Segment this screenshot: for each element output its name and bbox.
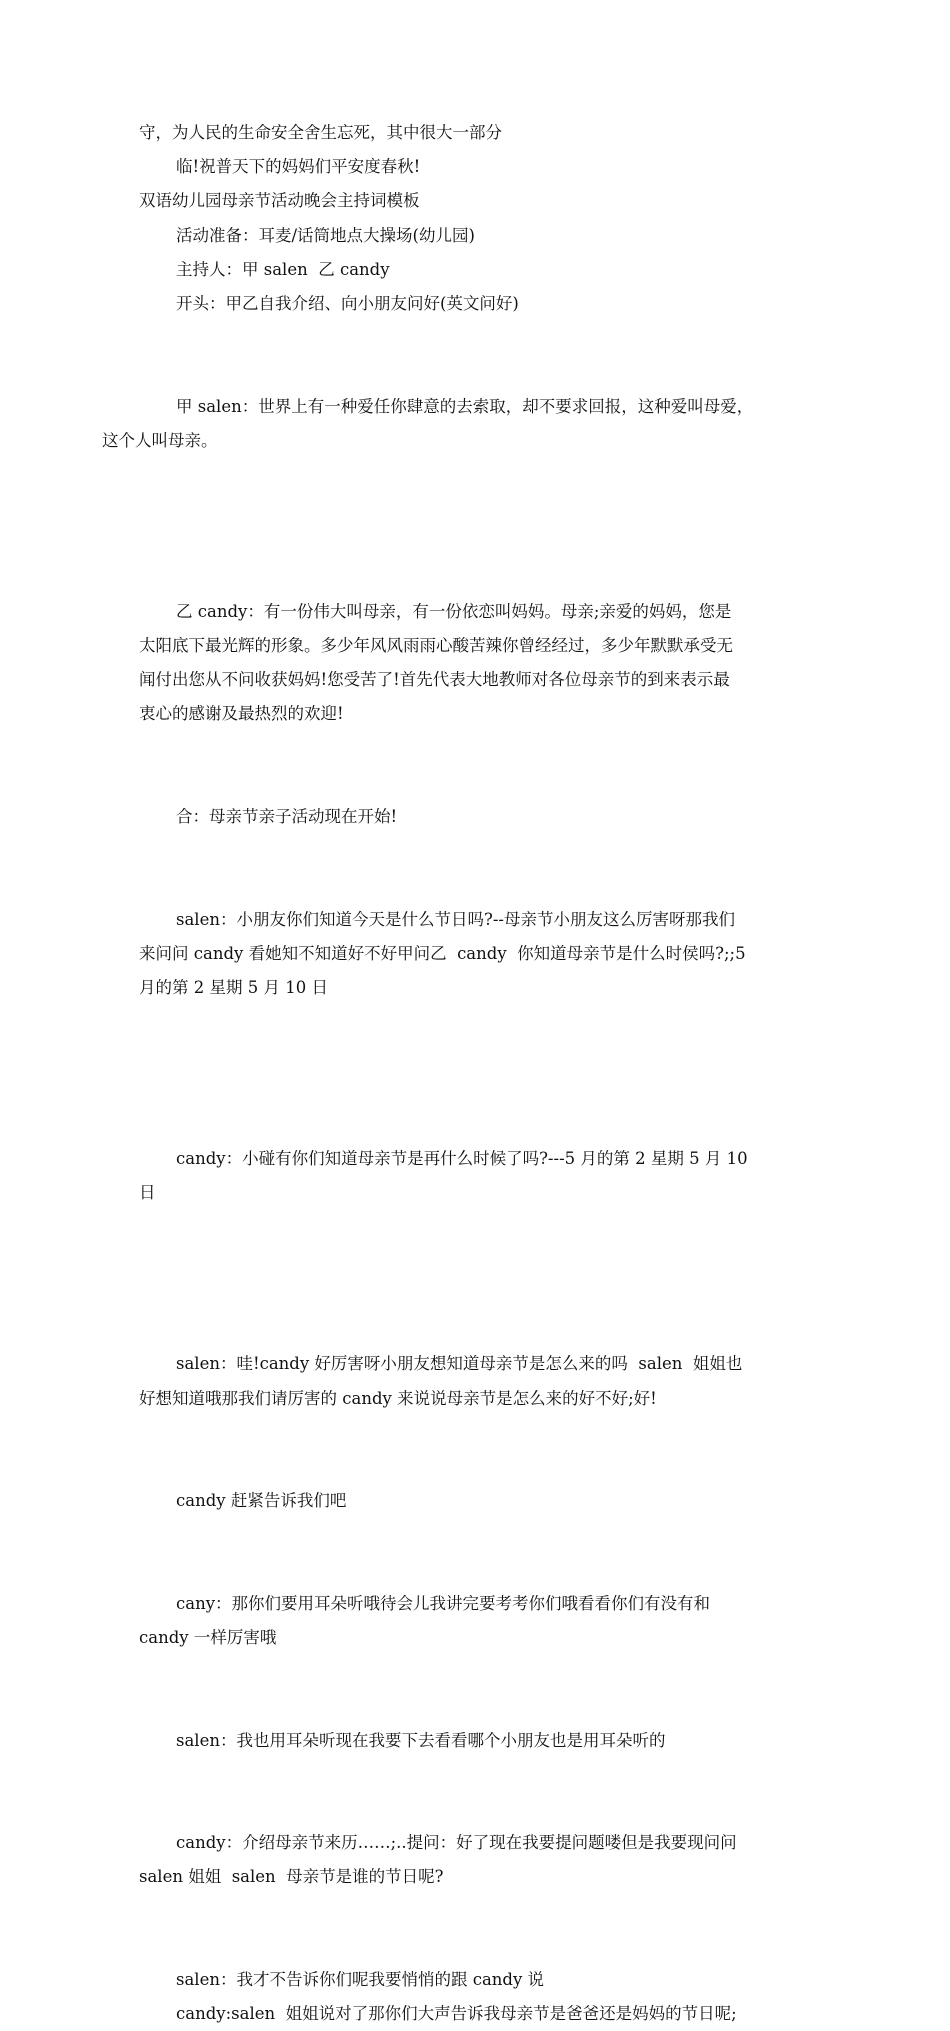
text-line: candy:salen 姐姐说对了那你们大声告诉我母亲节是爸爸还是妈妈的节日呢; xyxy=(176,2004,737,2024)
text-line: 甲 salen：世界上有一种爱任你肆意的去索取，却不要求回报，这种爱叫母爱， xyxy=(176,396,754,416)
text-line: 太阳底下最光辉的形象。多少年风风雨雨心酸苦辣你曾经经过，多少年默默承受无 xyxy=(139,636,733,656)
paragraph xyxy=(139,1724,819,1758)
text-line: 日 xyxy=(139,1183,156,1203)
text-line: 闻付出您从不问收获妈妈!您受苦了!首先代表大地教师对各位母亲节的到来表示最 xyxy=(139,670,730,690)
document-body xyxy=(102,116,819,2031)
text-line: salen：哇!candy 好厉害呀小朋友想知道母亲节是怎么来的吗 salen 姐姐也 xyxy=(176,1354,743,1374)
text-line: candy：小碰有你们知道母亲节是再什么时候了吗?---5 月的第 2 星期 5 月 10 xyxy=(176,1149,748,1169)
text-line: 来问问 candy 看她知不知道好不好甲问乙 candy 你知道母亲节是什么时侯吗?;;5 xyxy=(139,943,746,963)
text-line: candy 赶紧告诉我们吧 xyxy=(176,1491,347,1511)
text-line: salen：我才不告诉你们呢我要悄悄的跟 candy 说 xyxy=(176,1969,545,1989)
text-line: 守，为人民的生命安全舍生忘死，其中很大一部分 xyxy=(139,123,502,142)
paragraph xyxy=(102,321,819,526)
paragraph xyxy=(139,834,819,1073)
text-line: 合：母亲节亲子活动现在开始! xyxy=(176,807,398,827)
paragraph xyxy=(139,1484,819,1518)
paragraph xyxy=(139,150,819,184)
text-line: 双语幼儿园母亲节活动晚会主持词模板 xyxy=(139,191,420,211)
text-line: 主持人：甲 salen 乙 candy xyxy=(176,259,390,279)
paragraph xyxy=(139,1758,819,1963)
text-line: candy：介绍母亲节来历……;..提问：好了现在我要提问题喽但是我要现问问 xyxy=(176,1833,737,1853)
paragraph xyxy=(139,1074,819,1279)
text-line: 这个人叫母亲。 xyxy=(102,430,218,450)
text-line: cany：那你们要用耳朵听哦待会儿我讲完要考考你们哦看看你们有没有和 xyxy=(176,1593,711,1613)
text-line: 临!祝普天下的妈妈们平安度春秋! xyxy=(176,157,421,177)
text-line: 开头：甲乙自我介绍、向小朋友问好(英文问好) xyxy=(176,294,519,314)
text-line: 好想知道哦那我们请厉害的 candy 来说说母亲节是怎么来的好不好;好! xyxy=(139,1388,657,1408)
paragraph xyxy=(139,1997,819,2031)
paragraph xyxy=(139,526,819,800)
text-line: candy 一样厉害哦 xyxy=(139,1627,277,1647)
paragraph xyxy=(139,253,819,287)
paragraph xyxy=(139,287,819,321)
text-line: salen：我也用耳朵听现在我要下去看看哪个小朋友也是用耳朵听的 xyxy=(176,1730,666,1750)
paragraph xyxy=(139,1518,819,1723)
text-line: 衷心的感谢及最热烈的欢迎! xyxy=(139,704,344,724)
paragraph xyxy=(139,219,819,253)
paragraph xyxy=(139,1279,819,1484)
text-line: 月的第 2 星期 5 月 10 日 xyxy=(139,978,328,998)
text-line: 活动准备：耳麦/话筒地点大操场(幼儿园) xyxy=(176,225,475,245)
text-line: 乙 candy：有一份伟大叫母亲，有一份依恋叫妈妈。母亲;亲爱的妈妈，您是 xyxy=(176,601,732,621)
paragraph xyxy=(139,116,819,150)
paragraph xyxy=(139,1963,819,1997)
section-title xyxy=(139,184,819,218)
text-line: salen：小朋友你们知道今天是什么节日吗?--母亲节小朋友这么厉害呀那我们 xyxy=(176,909,735,929)
paragraph xyxy=(139,800,819,834)
text-line: salen 姐姐 salen 母亲节是谁的节日呢? xyxy=(139,1867,444,1887)
